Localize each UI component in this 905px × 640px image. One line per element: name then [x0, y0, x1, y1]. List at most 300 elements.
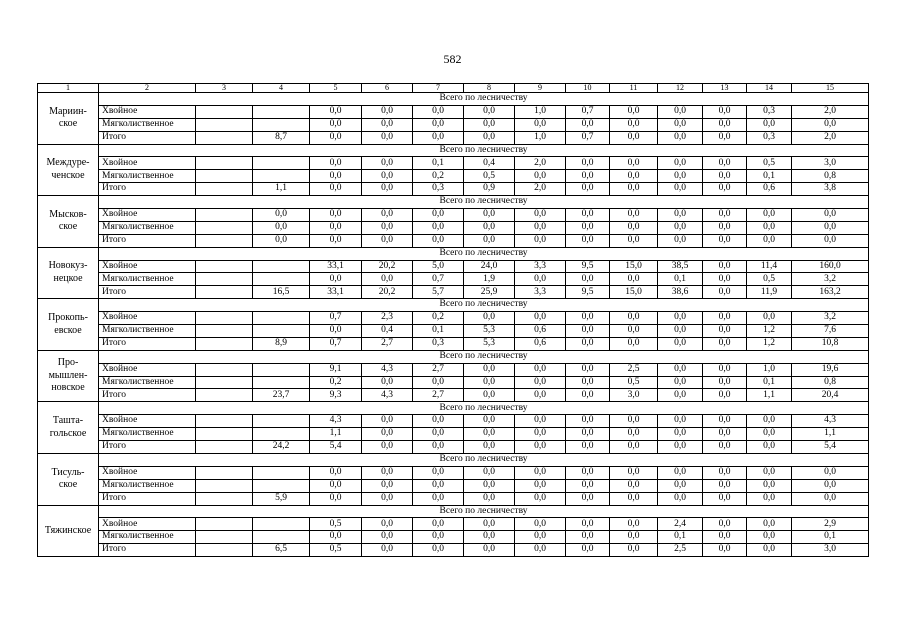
table-cell: 0,2 — [413, 170, 464, 183]
table-cell — [196, 170, 253, 183]
table-cell: 0,0 — [515, 428, 566, 441]
table-cell: 0,0 — [464, 118, 515, 131]
table-cell: 0,0 — [747, 428, 792, 441]
table-cell: 0,0 — [703, 376, 747, 389]
table-cell: 0,0 — [362, 531, 413, 544]
row-label: Хвойное — [99, 260, 196, 273]
table-cell: 0,0 — [413, 105, 464, 118]
table-cell: 0,0 — [566, 376, 610, 389]
table-row — [38, 376, 869, 389]
section-total-row — [38, 505, 869, 518]
table-row — [38, 325, 869, 338]
table-cell: 0,0 — [658, 221, 703, 234]
table-cell: 0,0 — [413, 221, 464, 234]
table-cell: 0,0 — [566, 234, 610, 247]
table-cell: 0,0 — [464, 492, 515, 505]
table-cell: 2,0 — [515, 157, 566, 170]
table-cell: 3,2 — [792, 273, 869, 286]
table-row — [38, 260, 869, 273]
table-cell — [196, 286, 253, 299]
table-cell: 0,0 — [310, 492, 362, 505]
table-cell — [253, 325, 310, 338]
table-cell: 0,0 — [747, 415, 792, 428]
table-cell: 0,0 — [464, 441, 515, 454]
table-cell: 0,0 — [362, 234, 413, 247]
table-cell: 0,0 — [792, 479, 869, 492]
table-cell: 20,2 — [362, 286, 413, 299]
table-cell: 2,0 — [792, 131, 869, 144]
table-cell: 11,9 — [747, 286, 792, 299]
section-total-row — [38, 93, 869, 106]
forestry-table — [37, 83, 869, 557]
table-cell: 24,2 — [253, 441, 310, 454]
table-cell: 0,0 — [464, 389, 515, 402]
table-cell: 6,5 — [253, 544, 310, 557]
table-cell — [196, 479, 253, 492]
table-cell: 0,0 — [515, 466, 566, 479]
table-cell: 0,1 — [792, 531, 869, 544]
table-cell: 0,7 — [310, 312, 362, 325]
table-cell — [196, 312, 253, 325]
table-cell: 0,0 — [515, 415, 566, 428]
table-cell: 0,0 — [362, 441, 413, 454]
forestry-name-line: Междуре- — [46, 157, 90, 169]
column-number-row — [38, 84, 869, 93]
table-cell: 0,0 — [566, 479, 610, 492]
table-cell: 0,7 — [413, 273, 464, 286]
table-cell: 0,0 — [362, 131, 413, 144]
table-cell: 0,0 — [515, 363, 566, 376]
table-cell — [196, 234, 253, 247]
column-number-14: 14 — [747, 84, 792, 93]
table-cell: 0,0 — [658, 170, 703, 183]
table-cell: 0,0 — [515, 221, 566, 234]
table-cell: 0,0 — [515, 518, 566, 531]
column-number-11: 11 — [610, 84, 658, 93]
table-cell: 0,0 — [253, 234, 310, 247]
table-cell: 0,0 — [610, 479, 658, 492]
forestry-name — [38, 196, 99, 248]
table-cell: 0,0 — [253, 209, 310, 222]
section-total-row — [38, 247, 869, 260]
table-cell: 0,5 — [747, 157, 792, 170]
table-cell: 0,0 — [464, 376, 515, 389]
table-cell: 0,0 — [413, 466, 464, 479]
row-label: Итого — [99, 183, 196, 196]
table-cell: 0,0 — [658, 363, 703, 376]
section-total-row — [38, 299, 869, 312]
table-cell: 0,6 — [515, 337, 566, 350]
table-row — [38, 441, 869, 454]
forestry-name-line: новское — [51, 382, 85, 394]
table-cell: 0,0 — [703, 389, 747, 402]
row-label: Хвойное — [99, 312, 196, 325]
column-number-2: 2 — [99, 84, 196, 93]
table-cell: 1,9 — [464, 273, 515, 286]
column-number-9: 9 — [515, 84, 566, 93]
table-cell: 0,0 — [610, 170, 658, 183]
table-cell: 0,0 — [703, 312, 747, 325]
table-cell: 0,0 — [310, 131, 362, 144]
table-cell: 23,7 — [253, 389, 310, 402]
forestry-name-line: Мысков- — [49, 208, 87, 220]
table-cell: 0,0 — [703, 518, 747, 531]
table-cell: 1,0 — [515, 131, 566, 144]
table-cell: 0,0 — [747, 544, 792, 557]
table-cell: 0,0 — [566, 389, 610, 402]
table-cell: 0,0 — [464, 131, 515, 144]
table-cell — [253, 415, 310, 428]
table-cell: 0,3 — [747, 105, 792, 118]
section-total-row — [38, 402, 869, 415]
table-cell: 0,0 — [515, 170, 566, 183]
table-cell: 0,0 — [515, 544, 566, 557]
table-cell: 0,0 — [566, 492, 610, 505]
table-cell: 0,0 — [464, 415, 515, 428]
forestry-name-line: Прокопь- — [48, 312, 88, 324]
table-row — [38, 479, 869, 492]
table-cell: 3,8 — [792, 183, 869, 196]
table-cell: 5,7 — [413, 286, 464, 299]
section-total-label: Всего по лесничеству — [99, 144, 869, 157]
table-cell: 0,5 — [310, 544, 362, 557]
section-total-row — [38, 196, 869, 209]
table-cell: 5,3 — [464, 325, 515, 338]
table-cell: 0,7 — [310, 337, 362, 350]
table-cell: 0,0 — [566, 518, 610, 531]
row-label: Мягколиственное — [99, 531, 196, 544]
table-cell: 0,3 — [747, 131, 792, 144]
table-cell: 0,5 — [747, 273, 792, 286]
table-cell: 0,0 — [362, 479, 413, 492]
table-cell — [196, 183, 253, 196]
table-cell: 0,0 — [703, 131, 747, 144]
table-cell: 0,0 — [566, 544, 610, 557]
table-cell: 0,0 — [566, 312, 610, 325]
table-cell: 0,0 — [610, 183, 658, 196]
table-cell: 4,3 — [362, 363, 413, 376]
table-cell: 0,0 — [610, 209, 658, 222]
table-cell: 0,0 — [703, 479, 747, 492]
table-cell: 0,1 — [658, 273, 703, 286]
table-cell: 0,0 — [610, 531, 658, 544]
table-cell: 0,0 — [413, 415, 464, 428]
row-label: Итого — [99, 544, 196, 557]
column-number-5: 5 — [310, 84, 362, 93]
table-cell: 0,0 — [747, 118, 792, 131]
table-cell: 0,0 — [362, 157, 413, 170]
table-cell: 0,0 — [566, 221, 610, 234]
table-cell: 0,0 — [658, 209, 703, 222]
table-cell: 0,0 — [515, 273, 566, 286]
table-cell: 0,0 — [362, 170, 413, 183]
table-cell: 0,0 — [610, 273, 658, 286]
section-total-label: Всего по лесничеству — [99, 247, 869, 260]
table-cell: 2,4 — [658, 518, 703, 531]
table-cell: 0,0 — [464, 544, 515, 557]
table-cell: 1,2 — [747, 337, 792, 350]
table-cell: 0,0 — [610, 157, 658, 170]
table-cell — [253, 170, 310, 183]
forestry-name-line: ченское — [51, 169, 85, 181]
table-cell: 0,0 — [747, 221, 792, 234]
table-cell: 2,5 — [658, 544, 703, 557]
table-cell — [196, 209, 253, 222]
table-cell: 0,0 — [515, 234, 566, 247]
row-label: Мягколиственное — [99, 428, 196, 441]
forestry-name — [38, 299, 99, 351]
table-cell: 0,0 — [362, 118, 413, 131]
table-cell: 0,0 — [703, 221, 747, 234]
section-total-row — [38, 453, 869, 466]
table-cell: 0,3 — [413, 183, 464, 196]
table-cell: 0,0 — [310, 170, 362, 183]
table-cell: 24,0 — [464, 260, 515, 273]
forestry-name — [38, 247, 99, 299]
column-number-1: 1 — [38, 84, 99, 93]
table-row — [38, 286, 869, 299]
forestry-name — [38, 350, 99, 402]
table-cell: 15,0 — [610, 286, 658, 299]
table-cell: 0,0 — [566, 157, 610, 170]
table-cell: 0,0 — [658, 131, 703, 144]
table-cell — [196, 492, 253, 505]
table-cell: 0,0 — [464, 221, 515, 234]
table-cell: 0,3 — [413, 337, 464, 350]
table-cell: 0,0 — [310, 105, 362, 118]
table-cell — [196, 325, 253, 338]
table-cell: 33,1 — [310, 260, 362, 273]
table-cell: 0,0 — [703, 428, 747, 441]
table-cell: 0,0 — [515, 531, 566, 544]
forestry-name — [38, 93, 99, 145]
table-cell — [253, 376, 310, 389]
table-cell: 5,0 — [413, 260, 464, 273]
table-cell: 0,0 — [362, 183, 413, 196]
table-cell: 0,0 — [566, 466, 610, 479]
table-cell: 0,9 — [464, 183, 515, 196]
table-cell: 5,4 — [792, 441, 869, 454]
column-number-6: 6 — [362, 84, 413, 93]
table-cell: 0,0 — [413, 441, 464, 454]
table-row — [38, 466, 869, 479]
table-row — [38, 428, 869, 441]
page-number: 582 — [443, 52, 462, 66]
table-cell: 0,0 — [566, 441, 610, 454]
table-cell: 0,0 — [253, 221, 310, 234]
table-cell: 0,0 — [362, 105, 413, 118]
table-cell: 0,0 — [413, 544, 464, 557]
table-cell: 0,0 — [658, 492, 703, 505]
table-cell: 0,0 — [747, 492, 792, 505]
forestry-name-line: Про- — [57, 357, 79, 369]
forestry-name — [38, 505, 99, 557]
table-cell: 0,0 — [362, 273, 413, 286]
section-total-row — [38, 144, 869, 157]
forestry-name-line: евское — [54, 324, 82, 336]
table-row — [38, 363, 869, 376]
table-cell — [196, 118, 253, 131]
table-cell: 0,0 — [658, 376, 703, 389]
column-number-10: 10 — [566, 84, 610, 93]
table-cell: 0,0 — [515, 118, 566, 131]
table-cell: 0,8 — [792, 376, 869, 389]
table-cell: 4,3 — [362, 389, 413, 402]
table-cell: 3,3 — [515, 260, 566, 273]
table-cell: 0,0 — [610, 492, 658, 505]
table-cell: 0,0 — [610, 337, 658, 350]
table-cell: 0,0 — [658, 337, 703, 350]
table-cell — [253, 260, 310, 273]
table-cell: 0,0 — [413, 234, 464, 247]
table-cell — [253, 363, 310, 376]
table-cell — [196, 376, 253, 389]
table-cell: 0,0 — [566, 183, 610, 196]
column-number-7: 7 — [413, 84, 464, 93]
table-cell: 0,0 — [703, 337, 747, 350]
table-cell: 0,1 — [413, 157, 464, 170]
row-label: Итого — [99, 131, 196, 144]
table-cell: 0,0 — [610, 466, 658, 479]
table-row — [38, 157, 869, 170]
forestry-name — [38, 402, 99, 454]
table-row — [38, 234, 869, 247]
table-cell: 0,0 — [703, 466, 747, 479]
table-cell: 9,3 — [310, 389, 362, 402]
section-total-label: Всего по лесничеству — [99, 453, 869, 466]
forestry-name-line: ское — [58, 118, 78, 130]
table-cell: 0,0 — [566, 428, 610, 441]
table-cell: 1,1 — [747, 389, 792, 402]
table-cell: 0,0 — [658, 415, 703, 428]
table-cell: 0,0 — [658, 466, 703, 479]
table-cell: 0,0 — [566, 325, 610, 338]
table-cell: 0,1 — [658, 531, 703, 544]
table-cell — [196, 157, 253, 170]
table-cell: 38,5 — [658, 260, 703, 273]
table-cell — [196, 466, 253, 479]
table-cell: 0,0 — [703, 170, 747, 183]
table-cell: 15,0 — [610, 260, 658, 273]
table-cell: 0,0 — [703, 209, 747, 222]
table-cell: 0,0 — [310, 325, 362, 338]
table-cell: 1,1 — [310, 428, 362, 441]
section-total-label: Всего по лесничеству — [99, 196, 869, 209]
table-cell — [196, 337, 253, 350]
table-cell: 0,0 — [747, 234, 792, 247]
table-cell: 0,0 — [310, 221, 362, 234]
table-cell: 5,4 — [310, 441, 362, 454]
table-cell — [253, 105, 310, 118]
table-cell — [253, 157, 310, 170]
table-cell: 0,0 — [658, 234, 703, 247]
section-total-label: Всего по лесничеству — [99, 350, 869, 363]
table-cell: 0,0 — [515, 389, 566, 402]
table-cell: 2,5 — [610, 363, 658, 376]
forestry-name-line: ское — [58, 479, 78, 491]
table-cell: 0,0 — [610, 415, 658, 428]
table-cell: 0,0 — [362, 428, 413, 441]
table-cell: 1,0 — [515, 105, 566, 118]
table-cell: 1,1 — [253, 183, 310, 196]
row-label: Мягколиственное — [99, 479, 196, 492]
table-cell — [253, 479, 310, 492]
table-cell: 0,0 — [610, 518, 658, 531]
table-cell: 0,0 — [792, 221, 869, 234]
table-cell: 0,5 — [310, 518, 362, 531]
table-cell: 0,0 — [658, 118, 703, 131]
row-label: Итого — [99, 337, 196, 350]
table-cell: 0,0 — [464, 234, 515, 247]
table-cell: 0,0 — [310, 531, 362, 544]
table-row — [38, 209, 869, 222]
row-label: Итого — [99, 441, 196, 454]
table-cell: 2,0 — [792, 105, 869, 118]
section-total-row — [38, 350, 869, 363]
table-cell: 4,3 — [310, 415, 362, 428]
table-cell: 10,8 — [792, 337, 869, 350]
table-cell: 0,0 — [310, 209, 362, 222]
table-cell: 0,0 — [610, 131, 658, 144]
table-cell — [196, 415, 253, 428]
table-cell: 0,0 — [658, 389, 703, 402]
table-cell: 0,2 — [310, 376, 362, 389]
table-cell: 0,1 — [747, 376, 792, 389]
table-cell: 0,0 — [792, 209, 869, 222]
table-cell: 0,0 — [464, 363, 515, 376]
table-cell: 0,0 — [658, 325, 703, 338]
table-cell: 0,0 — [413, 479, 464, 492]
forestry-name — [38, 144, 99, 196]
table-cell: 0,0 — [747, 312, 792, 325]
table-row — [38, 518, 869, 531]
table-cell: 0,0 — [464, 428, 515, 441]
table-cell: 0,0 — [658, 441, 703, 454]
table-body — [38, 84, 869, 557]
section-total-label: Всего по лесничеству — [99, 402, 869, 415]
table-cell: 19,6 — [792, 363, 869, 376]
table-cell — [196, 389, 253, 402]
table-row — [38, 170, 869, 183]
table-cell: 0,0 — [703, 363, 747, 376]
table-cell: 5,3 — [464, 337, 515, 350]
table-cell: 1,1 — [792, 428, 869, 441]
table-cell — [253, 428, 310, 441]
table-cell: 0,0 — [610, 441, 658, 454]
table-row — [38, 312, 869, 325]
forestry-name-line: Тяжинское — [44, 524, 92, 536]
column-number-13: 13 — [703, 84, 747, 93]
table-cell: 0,0 — [362, 544, 413, 557]
forestry-name-line: гольское — [49, 427, 87, 439]
table-row — [38, 389, 869, 402]
table-cell: 0,0 — [515, 492, 566, 505]
table-cell: 0,0 — [464, 518, 515, 531]
table-cell: 0,5 — [610, 376, 658, 389]
table-cell: 8,9 — [253, 337, 310, 350]
table-row — [38, 273, 869, 286]
table-cell: 0,0 — [362, 221, 413, 234]
table-cell: 0,0 — [703, 492, 747, 505]
table-cell: 0,4 — [464, 157, 515, 170]
table-cell: 5,9 — [253, 492, 310, 505]
table-cell: 0,0 — [464, 105, 515, 118]
row-label: Хвойное — [99, 157, 196, 170]
table-cell — [196, 273, 253, 286]
table-cell: 16,5 — [253, 286, 310, 299]
table-cell: 0,0 — [566, 118, 610, 131]
table-cell: 2,9 — [792, 518, 869, 531]
